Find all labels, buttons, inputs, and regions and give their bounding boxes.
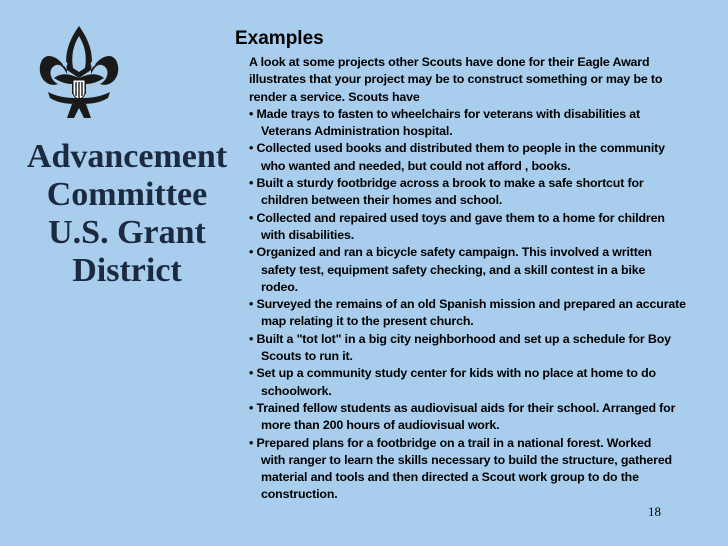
intro-text-line: rodeo. <box>261 279 298 294</box>
bullet-item-line: • Built a "tot lot" in a big city neighborhood and set up a schedule for Boy <box>249 331 671 346</box>
section-heading: Examples <box>235 28 324 49</box>
intro-text-line: Veterans Administration hospital. <box>261 124 453 139</box>
intro-text-line: map relating it to the present church. <box>261 314 474 329</box>
bullet-item-line: • Collected used books and distributed them to people in the community <box>249 141 665 156</box>
bullet-item-line: • Surveyed the remains of an old Spanish mission and prepared an accurate <box>249 297 686 312</box>
intro-text-line: schoolwork. <box>261 383 332 398</box>
committee-title <box>24 138 230 290</box>
intro-text-line: illustrates that your project may be to construct something or may be to <box>249 72 663 87</box>
intro-text-line: with disabilities. <box>261 227 355 242</box>
committee-title-line: U.S. Grant <box>48 214 206 251</box>
intro-text-line: more than 200 hours of audiovisual work. <box>261 418 500 433</box>
intro-text-line: Scouts to run it. <box>261 349 353 364</box>
intro-text-line: construction. <box>261 487 338 502</box>
bullet-item-line: • Organized and ran a bicycle safety campaign. This involved a written <box>249 245 652 260</box>
bullet-item-line: • Collected and repaired used toys and gave them to a home for children <box>249 210 665 225</box>
committee-title-line: Committee <box>46 176 208 213</box>
intro-text-line: children between their homes and school. <box>261 193 503 208</box>
bullet-item-line: • Built a sturdy footbridge across a brook to make a safe shortcut for <box>249 176 644 191</box>
committee-title-line: District <box>72 252 182 289</box>
page-number: 18 <box>648 504 661 519</box>
intro-text-line: render a service. Scouts have <box>249 89 420 104</box>
examples-list <box>249 54 723 504</box>
intro-text-line: who wanted and needed, but could not afford , books. <box>261 158 571 173</box>
intro-text-line: safety test, equipment safety checking, and a skill contest in a bike <box>261 262 646 277</box>
bullet-item-line: • Set up a community study center for kids with no place at home to do <box>249 366 656 381</box>
bullet-item-line: • Prepared plans for a footbridge on a trail in a national forest. Worked <box>249 435 652 450</box>
committee-title-line: Advancement <box>26 138 228 175</box>
bullet-item-line: • Made trays to fasten to wheelchairs for veterans with disabilities at <box>249 106 640 121</box>
bullet-item-line: • Trained fellow students as audiovisual aids for their school. Arranged for <box>249 400 676 415</box>
intro-text-line: A look at some projects other Scouts have done for their Eagle Award <box>249 55 650 69</box>
intro-text-line: material and tools and then directed a Scout work group to do the <box>261 470 639 485</box>
intro-text-line: with ranger to learn the skills necessary to build the structure, gathered <box>261 452 672 467</box>
fleur-de-lis-eagle-icon <box>34 22 124 122</box>
